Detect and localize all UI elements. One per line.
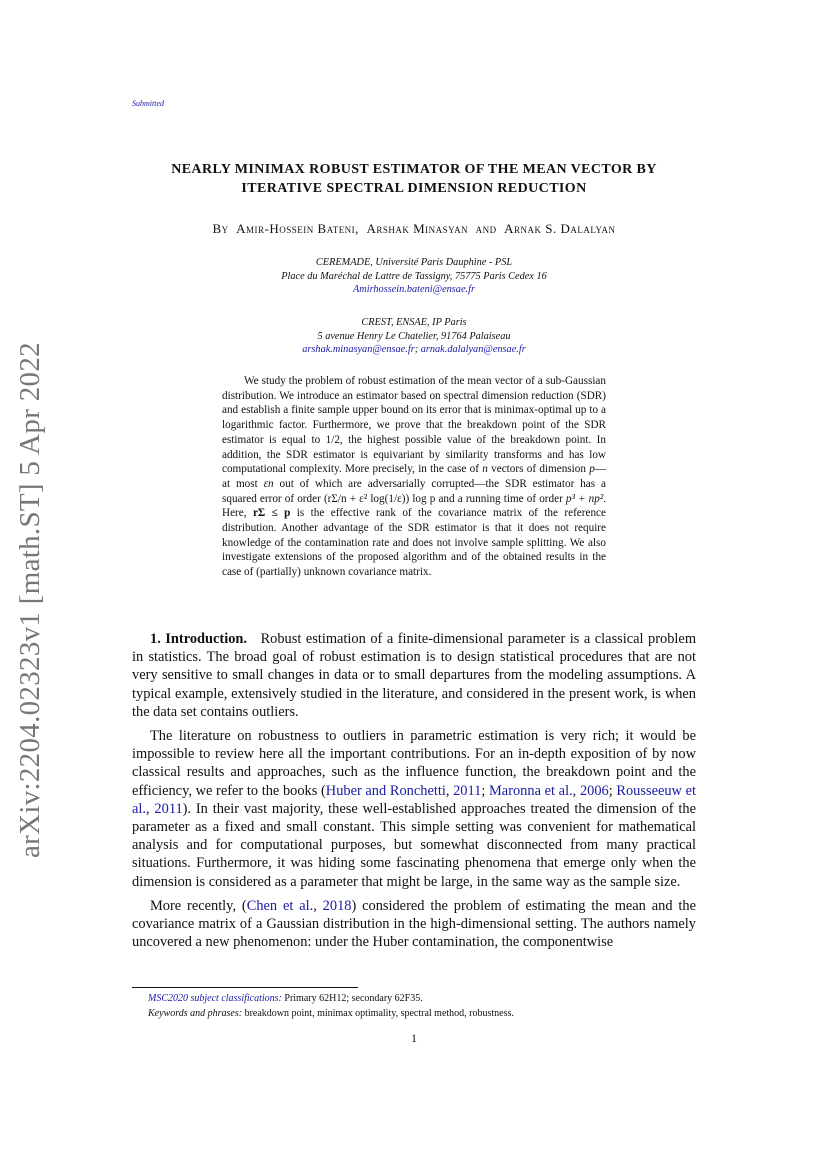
affiliation-2: [132, 316, 696, 357]
affiliation-2-email-link-1[interactable]: arshak.minasyan@ensae.fr: [302, 344, 415, 356]
and-label: and: [475, 221, 497, 236]
citation-maronna-year[interactable]: 2006: [579, 782, 609, 799]
by-label: By: [212, 221, 229, 236]
intro-p2-text-b: ). In their vast majority, these well-established approaches treated the dimension of the parameter as a fixed and small constant. This simple setting was convenient for mathematical analysis and for computational purposes, but somewhat disconnected from many practical situations. Furthermore, it was hiding some fascinating phenomena that emerge only when the dimension is considered as a parameter that might be large, in the same way as the sample size.: [132, 800, 697, 890]
citation-huber-ronchetti-year[interactable]: 2011: [453, 782, 482, 799]
intro-p2-text-a: The literature on robustness to outliers in parametric estimation is very rich; it would be impossible to review here all the important contributions. For an in-depth exposition of by now classical results and approaches, such as the influence function, the breakdown point and the efficiency, we refer to the books (: [132, 728, 696, 799]
abstract-text-1: We study the problem of robust estimation of the mean vector of a sub-Gaussian distribution. We introduce an estimator based on spectral dimension reduction (SDR) and establish a finite sample upper bound on its error that is minimax-optimal up to a logarithmic factor. Furthermore, we prove that the breakdown point of the SDR estimator is equal to: [222, 375, 606, 446]
affiliation-2-address: 5 avenue Henry Le Chatelier, 91764 Palaiseau: [317, 330, 511, 342]
author-list: [132, 221, 696, 237]
title-line-1: NEARLY MINIMAX ROBUST ESTIMATOR OF THE MEAN VECTOR BY: [171, 162, 657, 177]
abstract-math-p: p: [589, 463, 595, 476]
paper-title: [132, 160, 696, 198]
abstract: [222, 374, 606, 580]
abstract-math-rank: rΣ ≤ p: [252, 507, 291, 520]
abstract-text-6: and a running time of order: [435, 492, 566, 505]
title-line-2: ITERATIVE SPECTRAL DIMENSION REDUCTION: [241, 181, 587, 196]
affiliation-1-org: CEREMADE, Université Paris Dauphine - PSL: [315, 257, 513, 268]
footnote-divider: [132, 987, 358, 988]
affiliation-1: [132, 256, 696, 297]
abstract-math-n: n: [482, 463, 488, 476]
citation-huber-ronchetti[interactable]: Huber and Ronchetti: [325, 782, 446, 799]
keywords-value: breakdown point, minimax optimality, spectral method, robustness.: [242, 1008, 514, 1019]
abstract-text-8: is the effective rank of the covariance matrix of the reference distribution. Another advantage of the SDR estimator is that it does not require knowledge of the contamination rate and does not involve sample splitting. We also investigate extensions of the proposed algorithm and of the obtained results in the case of (partially) unknown covariance matrix.: [222, 507, 606, 579]
affiliation-2-email-link-2[interactable]: arnak.dalalyan@ensae.fr: [420, 344, 526, 356]
citation-maronna[interactable]: Maronna et al.: [489, 782, 573, 799]
email-separator: ;: [414, 344, 421, 356]
abstract-text-3: vectors of dimension: [487, 463, 590, 476]
arxiv-identifier-stamp: arXiv:2204.02323v1 [math.ST] 5 Apr 2022: [14, 342, 46, 858]
keywords-label: Keywords and phrases:: [148, 1008, 243, 1019]
intro-paragraph-2: The literature on robustness to outliers in parametric estimation is very rich; it would be impossible to review here all the important contributions. For an in-depth exposition of by now classical results and approaches, such as the influence function, the breakdown point and the efficiency, we refer to the books (Huber and Ronchetti, 2011; Maronna et al., 2006; Rousseeuw et al., 2011). In their vast majority, these well-established approaches treated the dimension of the parameter as a fixed and small constant. This simple setting was convenient for mathematical analysis and for computational purposes, but somewhat disconnected from many practical situations. Furthermore, it was hiding some fascinating phenomena that emerge only when the dimension is considered as a parameter that might be large, in the same way as the sample size.: [132, 728, 697, 890]
msc-value: Primary 62H12; secondary 62F35.: [281, 993, 423, 1004]
abstract-text-4: —at most: [222, 463, 606, 490]
abstract-math-half: 1/2: [325, 433, 340, 446]
affiliation-1-address: Place du Maréchal de Lattre de Tassigny, 75775 Paris Cedex 16: [281, 270, 547, 282]
abstract-math-rate: (rΣ/n + ε² log(1/ε)) log p: [323, 492, 436, 505]
intro-paragraph-3: More recently, (Chen et al., 2018) considered the problem of estimating the mean and the covariance matrix of a Gaussian distribution in the high-dimensional setting. The authors namely uncovered a new phenomenon: under the Huber contamination, the componentwise: [132, 897, 696, 951]
abstract-text-2: , the highest possible value of the breakdown point. In addition, the SDR estimator is equivariant by similarity transforms and has low computational complexity. More precisely, in the case of: [222, 433, 606, 476]
intro-p1-text: Robust estimation of a finite-dimensional parameter is a classical problem in statistics. The broad goal of robust estimation is to design statistical procedures that are not very sensitive to small changes in data or to small departures from the modeling assumptions. A typical example, extensively studied in the literature, and considered in the present work, is when the data set contains outliers.: [132, 631, 697, 720]
abstract-text-7: . Here,: [222, 492, 606, 520]
intro-p3-text-b: ) considered the problem of estimating the mean and the covariance matrix of a Gaussian distribution in the high-dimensional setting. The authors namely uncovered a new phenomenon: under the Huber contamination, the componentwise: [132, 897, 696, 951]
abstract-math-eps-n: εn: [263, 477, 274, 490]
citation-rousseeuw-year[interactable]: 2011: [154, 800, 183, 817]
author-3: Arnak S. Dalalyan: [504, 221, 616, 236]
author-2: Arshak Minasyan: [366, 221, 469, 236]
abstract-math-time: p³ + np²: [565, 492, 604, 505]
footnote-keywords: [132, 1007, 696, 1020]
msc-classification-link[interactable]: MSC2020 subject classifications:: [148, 993, 282, 1004]
affiliation-2-org: CREST, ENSAE, IP Paris: [361, 317, 467, 328]
intro-paragraph-1: [132, 630, 696, 721]
citation-chen-year[interactable]: 2018: [322, 897, 352, 914]
submission-status: Submitted: [132, 99, 164, 108]
intro-p3-text-a: More recently, (: [150, 897, 247, 914]
section-heading-introduction: 1. Introduction.: [150, 631, 248, 647]
footnote-msc: [132, 992, 696, 1005]
abstract-text-5: out of which are adversarially corrupted—the SDR estimator has a squared error of order: [222, 477, 606, 505]
citation-chen[interactable]: Chen et al.: [246, 897, 314, 914]
author-1: Amir-Hossein Bateni,: [236, 221, 359, 236]
introduction-section: [132, 630, 696, 957]
page-number: 1: [411, 1031, 417, 1045]
citation-rousseeuw[interactable]: Rousseeuw et al.: [132, 782, 696, 817]
affiliation-1-email-link[interactable]: Amirhossein.bateni@ensae.fr: [353, 284, 475, 296]
